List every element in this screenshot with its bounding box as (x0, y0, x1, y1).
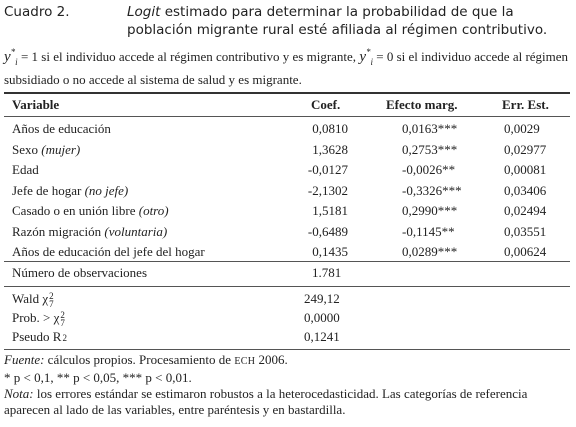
source-note: Fuente: cálculos propios. Procesamiento de ECH 2006. (4, 352, 288, 367)
reference-category: (voluntaria) (104, 223, 168, 239)
observations-row (4, 263, 570, 283)
statistic-value: 249,12 (304, 291, 340, 306)
marginal-effect-value: -0,3326*** (402, 182, 462, 198)
marginal-effect-value: -0,0026** (402, 162, 456, 177)
coefficient-value: -0,6489 (307, 223, 348, 239)
significance-note: * p < 0,1, ** p < 0,05, *** p < 0,01. (4, 370, 192, 385)
definition-1: = 1 si el individuo accede al régimen contributivo y es migrante, (17, 49, 357, 64)
standard-error-value: 0,03406 (504, 182, 547, 198)
table-row (4, 140, 570, 160)
standard-error-value: 0,0029 (504, 121, 540, 136)
caption-logit: Logit (127, 4, 161, 20)
observations-rule (4, 286, 570, 287)
table-row (4, 119, 570, 139)
header-coef: Coef. (311, 97, 341, 112)
bottom-rule (4, 349, 570, 350)
table-row (4, 222, 570, 242)
variable-name: Casado o en unión libre (otro) (12, 203, 169, 218)
variable-name: Jefe de hogar (no jefe) (12, 182, 129, 198)
header-effect: Efecto marg. (386, 97, 458, 112)
header-variable: Variable (12, 97, 60, 112)
observations-label: Número de observaciones (12, 265, 148, 280)
statistic-label: Pseudo R 2 (12, 329, 67, 344)
table-notes (4, 352, 572, 418)
marginal-effect-value: 0,2990*** (402, 203, 458, 218)
statistic-row (4, 289, 570, 309)
variable-name: Años de educación del jefe del hogar (12, 244, 205, 259)
marginal-effect-value: 0,2753*** (402, 141, 458, 157)
variable-name: Edad (12, 162, 39, 177)
coefficient-value: 0,1435 (312, 244, 348, 259)
statistic-value: 0,1241 (304, 329, 340, 344)
coefficient-value: 1,3628 (312, 141, 348, 157)
reference-category: (mujer) (41, 141, 81, 157)
marginal-effect-value: 0,0163*** (402, 121, 458, 136)
caption-body: estimado para determinar la probabilidad de que la población migrante rural esté afiliada al régimen contributivo. (127, 4, 548, 38)
table-row (4, 242, 570, 262)
table-row (4, 201, 570, 221)
standard-error-value: 0,00624 (504, 244, 547, 259)
top-rule (4, 92, 570, 94)
coefficient-value: -2,1302 (307, 182, 348, 198)
methodology-note: Nota: los errores estándar se estimaron robustos a la heterocedasticidad. Las categorías de referencia aparecen al lado de las variables, entre paréntesis y en bastardilla. (4, 386, 528, 417)
standard-error-value: 0,02494 (504, 203, 547, 218)
coefficient-value: -0,0127 (307, 162, 348, 177)
table-row (4, 160, 570, 180)
coefficient-value: 0,0810 (312, 121, 348, 136)
definition-2: = 0 si el individuo accede al régimen subsidiado o no accede al sistema de salud y es migrante. (4, 49, 569, 87)
standard-error-value: 0,02977 (504, 141, 547, 157)
coefficient-value: 1,5181 (312, 203, 348, 218)
variable-name: Años de educación (12, 121, 111, 136)
statistic-value: 0,0000 (304, 310, 340, 325)
standard-error-value: 0,03551 (504, 223, 547, 239)
y-symbol: $y^*_i$ (4, 47, 18, 67)
statistic-row (4, 327, 570, 347)
header-err: Err. Est. (502, 97, 549, 112)
marginal-effect-value: -0,1145** (402, 223, 455, 239)
reference-category: (otro) (138, 203, 169, 218)
dependent-variable-definition (4, 44, 572, 88)
statistic-row (4, 308, 570, 328)
caption-label: Cuadro 2. (4, 4, 70, 20)
variable-name: Razón migración (voluntaria) (12, 223, 168, 239)
observations-value: 1.781 (312, 265, 342, 280)
standard-error-value: 0,00081 (504, 162, 547, 177)
body-rule (4, 261, 570, 262)
reference-category: (no jefe) (84, 182, 129, 198)
y-symbol-2: $y^*_i$ (359, 47, 373, 67)
variable-name: Sexo (mujer) (12, 141, 81, 157)
statistic-label: Wald χ 2 7 (12, 291, 54, 310)
header-rule (4, 116, 570, 117)
statistic-label: Prob. > χ 2 7 (12, 310, 65, 329)
marginal-effect-value: 0,0289*** (402, 244, 458, 259)
table-row (4, 181, 570, 201)
caption-text (127, 3, 571, 39)
